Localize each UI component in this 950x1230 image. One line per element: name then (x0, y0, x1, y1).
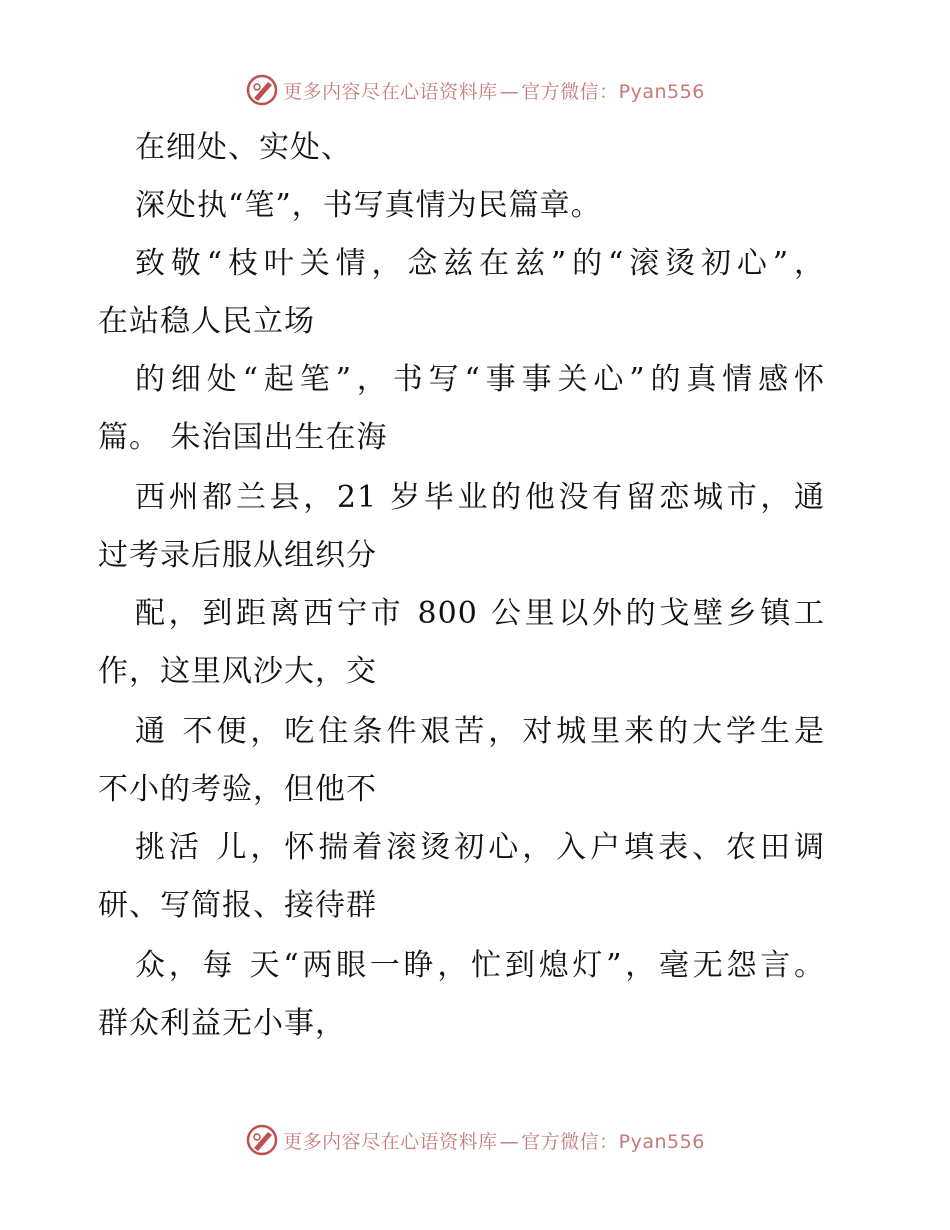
footer-banner (0, 1120, 950, 1160)
text-line: 篇。 朱治国出生在海 (98, 420, 388, 455)
header-banner-sep: — (499, 80, 520, 103)
text-line: 不小的考验，但他不 (98, 772, 377, 807)
text-line: 致敬“枝叶关情，念兹在兹”的“滚烫初心”， (135, 246, 825, 281)
text-line: 通 不便，吃住条件艰苦，对城里来的大学生是 (135, 714, 825, 749)
text-line: 过考录后服从组织分 (98, 538, 377, 573)
footer-banner-text (283, 1127, 705, 1154)
header-banner-main: 更多内容尽在心语资料库 (283, 80, 498, 103)
text-line: 西州都兰县，21 岁毕业的他没有留恋城市，通 (135, 480, 825, 515)
pen-logo-icon (245, 1123, 279, 1157)
text-line: 研、写简报、接待群 (98, 888, 377, 923)
footer-banner-tail: 官方微信：Pyan556 (521, 1130, 705, 1153)
text-line: 作，这里风沙大，交 (98, 654, 377, 689)
text-line: 配，到距离西宁市 800 公里以外的戈壁乡镇工 (135, 596, 825, 631)
text-line: 在站稳人民立场 (98, 304, 315, 339)
text-line: 的细处“起笔”，书写“事事关心”的真情感怀 (135, 362, 825, 397)
text-line: 深处执“笔”，书写真情为民篇章。 (135, 188, 602, 223)
text-line: 群众利益无小事， (98, 1006, 346, 1041)
footer-banner-sep: — (499, 1130, 520, 1153)
header-banner-tail: 官方微信：Pyan556 (521, 80, 705, 103)
text-line: 在细处、实处、 (135, 130, 352, 165)
text-line: 挑活 儿，怀揣着滚烫初心，入户填表、农田调 (135, 830, 825, 865)
footer-banner-main: 更多内容尽在心语资料库 (283, 1130, 498, 1153)
text-line: 众，每 天“两眼一睁，忙到熄灯”，毫无怨言。 (135, 948, 825, 983)
